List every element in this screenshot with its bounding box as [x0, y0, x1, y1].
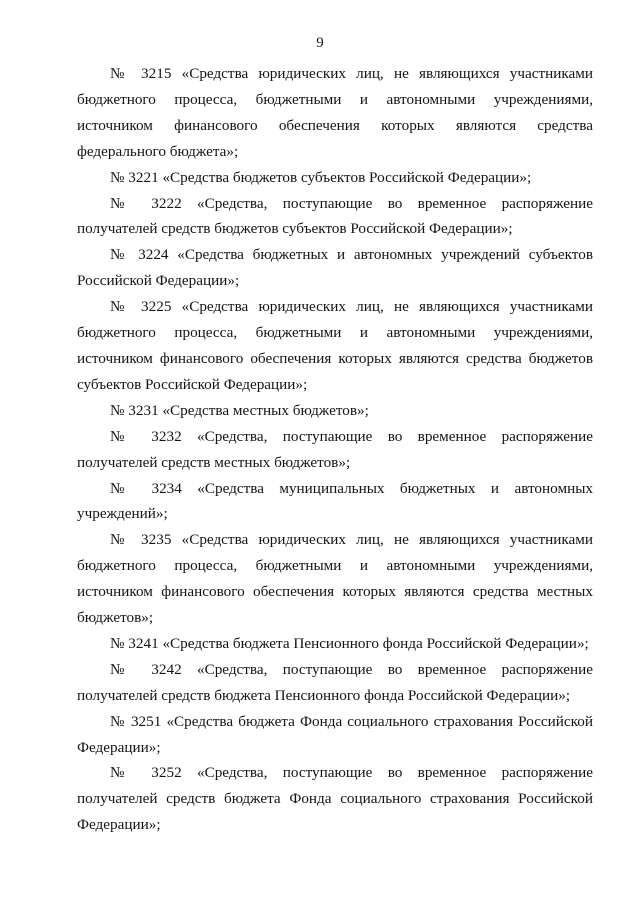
document-body: [77, 61, 593, 838]
paragraph-account-3252: № 3252 «Средства, поступающие во временное распоряжение получателей средств бюджета Фонда социального страхования Российской Федерации»;: [77, 764, 593, 834]
paragraph-account-3251: № 3251 «Средства бюджета Фонда социального страхования Российской Федерации»;: [77, 712, 593, 756]
paragraph-account-3241: № 3241 «Средства бюджета Пенсионного фонда Российской Федерации»;: [110, 634, 589, 652]
paragraph-account-3224: № 3224 «Средства бюджетных и автономных учреждений субъектов Российской Федерации»;: [77, 246, 593, 290]
paragraph-account-3221: № 3221 «Средства бюджетов субъектов Российской Федерации»;: [110, 168, 532, 186]
paragraph-account-3242: № 3242 «Средства, поступающие во временное распоряжение получателей средств бюджета Пенсионного фонда Российской Федерации»;: [77, 660, 593, 704]
paragraph-account-3215: № 3215 «Средства юридических лиц, не являющихся участниками бюджетного процесса, бюджетными и автономными учреждениями, источником финансового обеспечения которых являются средства федерального бюджета»;: [77, 65, 593, 160]
paragraph-account-3235: № 3235 «Средства юридических лиц, не являющихся участниками бюджетного процесса, бюджетными и автономными учреждениями, источником финансового обеспечения которых являются средства местных бюджетов»;: [77, 531, 593, 627]
page-number: 9: [316, 35, 324, 51]
paragraph-account-3232: № 3232 «Средства, поступающие во временное распоряжение получателей средств местных бюджетов»;: [77, 427, 593, 471]
paragraph-account-3222: № 3222 «Средства, поступающие во временное распоряжение получателей средств бюджетов субъектов Российской Федерации»;: [77, 194, 593, 238]
paragraph-account-3234: № 3234 «Средства муниципальных бюджетных и автономных учреждений»;: [77, 479, 593, 523]
paragraph-account-3225: № 3225 «Средства юридических лиц, не являющихся участниками бюджетного процесса, бюджетными и автономными учреждениями, источником финансового обеспечения которых являются средства бюджетов субъектов Российской Федерации»;: [77, 298, 593, 393]
paragraph-account-3231: № 3231 «Средства местных бюджетов»;: [110, 401, 369, 419]
